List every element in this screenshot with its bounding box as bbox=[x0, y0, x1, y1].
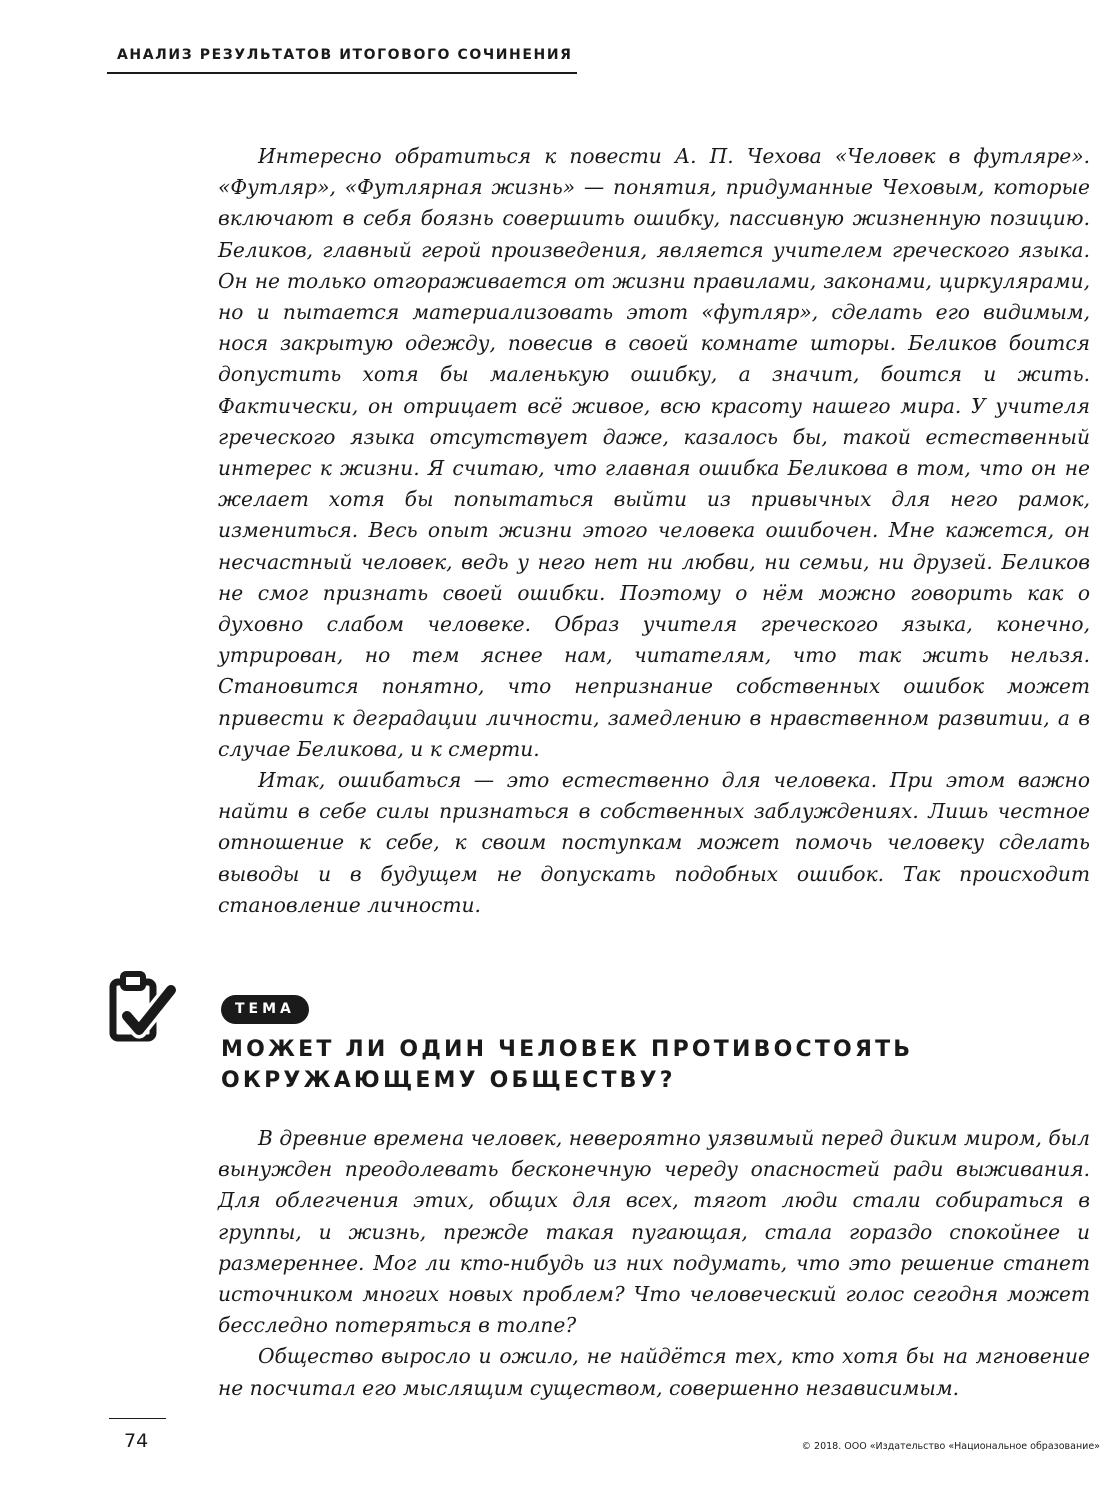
copyright-notice: © 2018. ООО «Издательство «Национальное образование» bbox=[801, 1441, 1100, 1452]
header-rule bbox=[107, 72, 577, 74]
footer-rule bbox=[109, 1418, 166, 1419]
topic-title-line-2: ОКРУЖАЮЩЕМУ ОБЩЕСТВУ? bbox=[221, 1068, 676, 1093]
topic-badge: ТЕМА bbox=[221, 995, 309, 1024]
essay-paragraph: В древние времена человек, невероятно уязвимый перед диким миром, был вынужден преодолевать бесконечную череду опасностей ради выживания. Для облегчения этих, общих для всех, тягот люди стали собираться в группы, и жизнь, прежде такая пугающая, стала гораздо спокойнее и размереннее. Мог ли кто-нибудь из них подумать, что это решение станет источником многих новых проблем? Что человеческий голос сегодня может бесследно потеряться в толпе? bbox=[218, 1126, 1090, 1338]
page-number: 74 bbox=[124, 1430, 149, 1452]
clipboard-check-icon bbox=[105, 968, 177, 1044]
essay-paragraph: Интересно обратиться к повести А. П. Чехова «Человек в футляре». «Футляр», «Футлярная жизнь» — понятия, придуманные Чеховым, которые включают в себя боязнь совершить ошибку, пассивную жизненную позицию. Беликов, главный герой произведения, является учителем греческого языка. Он не только отгораживается от жизни правилами, законами, циркулярами, но и пытается материализовать этот «футляр», сделать его видимым, нося закрытую одежду, повесив в своей комнате шторы. Беликов боится допустить хотя бы маленькую ошибку, а значит, боится и жить. Фактически, он отрицает всё живое, всю красоту нашего мира. У учителя греческого языка отсутствует даже, казалось бы, такой естественный интерес к жизни. Я считаю, что главная ошибка Беликова в том, что он не желает хотя бы попытаться выйти из привычных для него рамок, измениться. Весь опыт жизни этого человека ошибочен. Мне кажется, он несчастный человек, ведь у него нет ни любви, ни семьи, ни друзей. Беликов не смог признать своей ошибки. Поэтому о нём можно говорить как о духовно слабом человеке. Образ учителя греческого языка, конечно, утрирован, но тем яснее нам, читателям, что так жить нельзя. Становится понятно, что непризнание собственных ошибок может привести к деградации личности, замедлению в нравственном развитии, а в случае Беликова, и к смерти. bbox=[218, 144, 1090, 761]
running-header: АНАЛИЗ РЕЗУЛЬТАТОВ ИТОГОВОГО СОЧИНЕНИЯ bbox=[117, 47, 573, 63]
essay-chekhov-section bbox=[218, 141, 1090, 921]
essay-society-section bbox=[218, 1123, 1090, 1404]
essay-paragraph: Итак, ошибаться — это естественно для человека. При этом важно найти в себе силы признаться в собственных заблуждениях. Лишь честное отношение к себе, к своим поступкам может помочь человеку сделать выводы и в будущем не допускать подобных ошибок. Так происходит становление личности. bbox=[218, 768, 1090, 917]
topic-title bbox=[221, 1034, 1021, 1096]
topic-title-line-1: МОЖЕТ ЛИ ОДИН ЧЕЛОВЕК ПРОТИВОСТОЯТЬ bbox=[221, 1037, 914, 1062]
essay-paragraph: Общество выросло и ожило, не найдётся тех, кто хотя бы на мгновение не посчитал его мыслящим существом, совершенно независимым. bbox=[218, 1344, 1090, 1400]
